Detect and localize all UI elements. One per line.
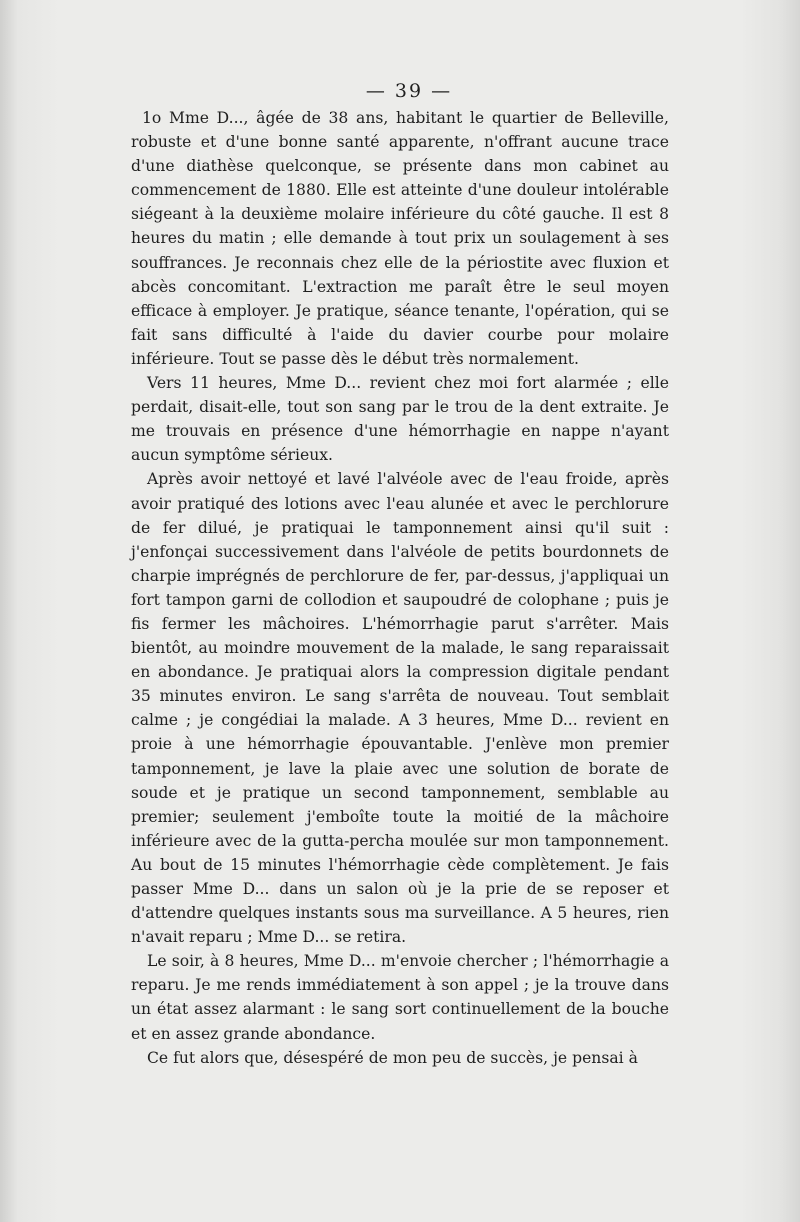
paragraph-3: Après avoir nettoyé et lavé l'alvéole avec de l'eau froide, après avoir pratiqué des lotions avec l'eau alunée et avec le perchlorure de fer dilué, je pratiquai le tamponnement ainsi qu'il suit : j'enfonçai successivement dans l'alvéole de petits bourdonnets de charpie imprégnés de perchlorure de fer, par-dessus, j'appliquai un fort tampon garni de collodion et saupoudré de colophane ; puis je fis fermer les mâchoires. L'hémorrhagie parut s'arrêter. Mais bientôt, au moindre mouvement de la malade, le sang reparaissait en abondance. Je pratiquai alors la compression digitale pendant 35 minutes environ. Le sang s'arrêta de nouveau. Tout semblait calme ; je congédiai la malade. A 3 heures, Mme D... revient en proie à une hémorrhagie épouvantable. J'enlève mon premier tamponnement, je lave la plaie avec une solution de borate de soude et je pratique un second tamponnement, semblable au premier; seulement j'emboîte toute la moitié de la mâchoire inférieure avec de la gutta-percha moulée sur mon tamponnement. Au bout de 15 minutes l'hémorrhagie cède complètement. Je fais passer Mme D... dans un salon où je la prie de se reposer et d'attendre quelques instants sous ma surveillance. A 5 heures, rien n'avait reparu ; Mme D... se retira. <box>131 470 669 947</box>
page-number: — 39 — <box>365 80 453 102</box>
paragraph-4: Le soir, à 8 heures, Mme D... m'envoie chercher ; l'hémorrhagie a reparu. Je me rends immédiatement à son appel ; je la trouve dans un état assez alarmant : le sang sort continuellement de la bouche et en assez grande abondance. <box>131 952 669 1043</box>
paragraph-5: Ce fut alors que, désespéré de mon peu de succès, je pensai à <box>147 1048 638 1067</box>
paragraph-1: 1o Mme D..., âgée de 38 ans, habitant le quartier de Belleville, robuste et d'une bonne santé apparente, n'offrant aucune trace d'une diathèse quelconque, se présente dans mon cabinet au commencement de 1880. Elle est atteinte d'une douleur intolérable siégeant à la deuxième molaire inférieure du côté gauche. Il est 8 heures du matin ; elle demande à tout prix un soulagement à ses souffrances. Je reconnais chez elle de la périostite avec fluxion et abcès concomitant. L'extraction me paraît être le seul moyen efficace à employer. Je pratique, séance tenante, l'opération, qui se fait sans difficulté à l'aide du davier courbe pour molaire inférieure. Tout se passe dès le début très normalement. <box>131 109 669 368</box>
page-text <box>131 76 669 1070</box>
paragraph-2: Vers 11 heures, Mme D... revient chez moi fort alarmée ; elle perdait, disait-elle, tout son sang par le trou de la dent extraite. Je me trouvais en présence d'une hémorrhagie en nappe n'ayant aucun symptôme sérieux. <box>131 374 669 465</box>
